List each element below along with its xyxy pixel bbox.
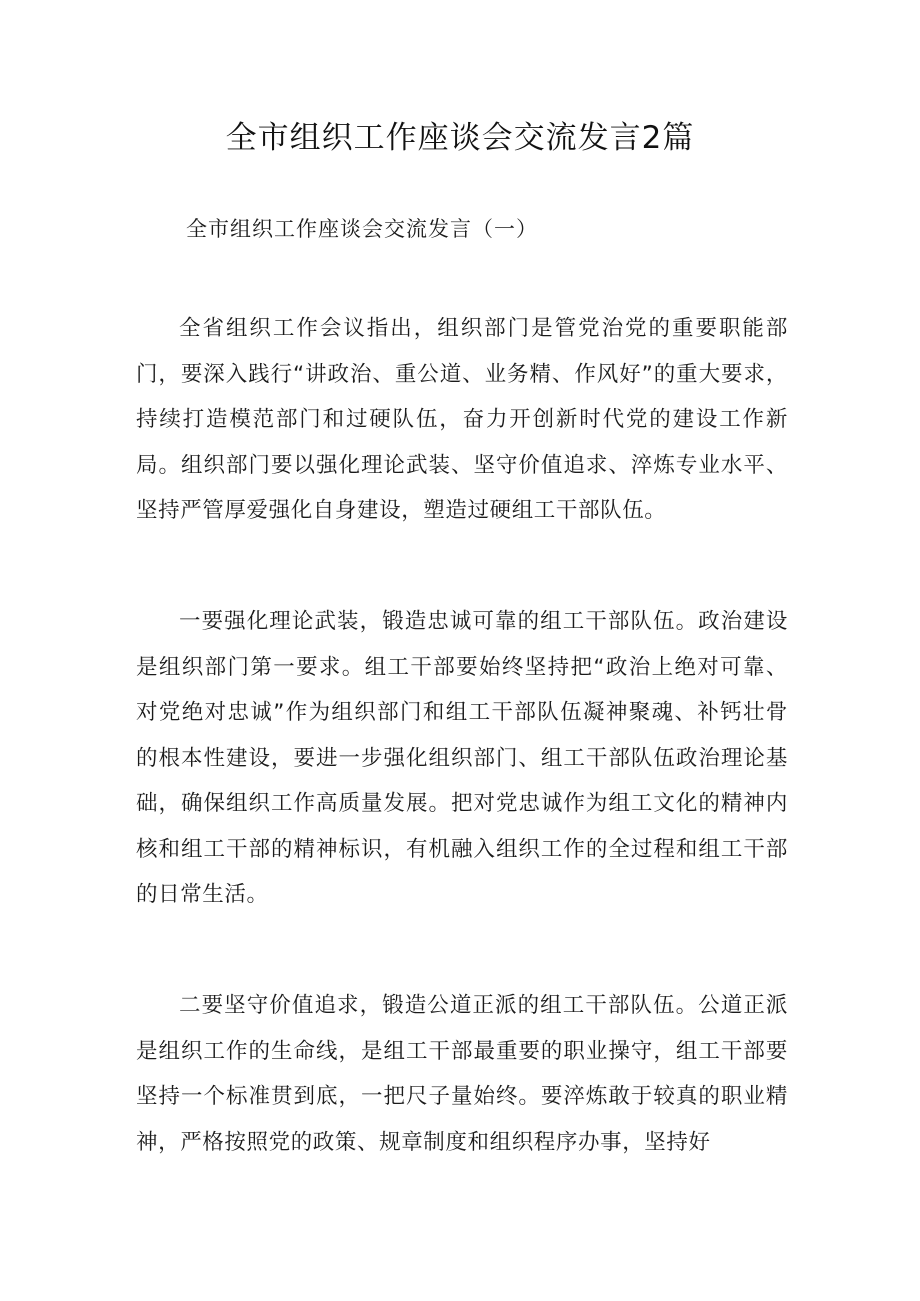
paragraph-intro: 全省组织工作会议指出，组织部门是管党治党的重要职能部门，要深入践行“讲政治、重公道、业务精、作风好”的重大要求，持续打造模范部门和过硬队伍，奋力开创新时代党的建设工作新局。组织部门要以强化理论武装、坚守价值追求、淬炼专业水平、坚持严管厚爱强化自身建设，塑造过硬组工干部队伍。: [136, 316, 788, 523]
paragraph-point-two: 二要坚守价值追求，锻造公道正派的组工干部队伍。公道正派是组织工作的生命线，是组工干部最重要的职业操守，组工干部要坚持一个标准贯到底，一把尺子量始终。要淬炼敢于较真的职业精神，严格按照党的政策、规章制度和组织程序办事，坚持好: [136, 993, 788, 1155]
section-subtitle: 全市组织工作座谈会交流发言（一）: [186, 217, 538, 241]
document-title: 全市组织工作座谈会交流发言2篇: [225, 120, 695, 156]
paragraph-point-one: 一要强化理论武装，锻造忠诚可靠的组工干部队伍。政治建设是组织部门第一要求。组工干部要始终坚持把“政治上绝对可靠、对党绝对忠诚”作为组织部门和组工干部队伍凝神聚魂、补钙壮骨的根本性建设，要进一步强化组织部门、组工干部队伍政治理论基础，确保组织工作高质量发展。把对党忠诚作为组工文化的精神内核和组工干部的精神标识，有机融入组织工作的全过程和组工干部的日常生活。: [136, 609, 788, 907]
